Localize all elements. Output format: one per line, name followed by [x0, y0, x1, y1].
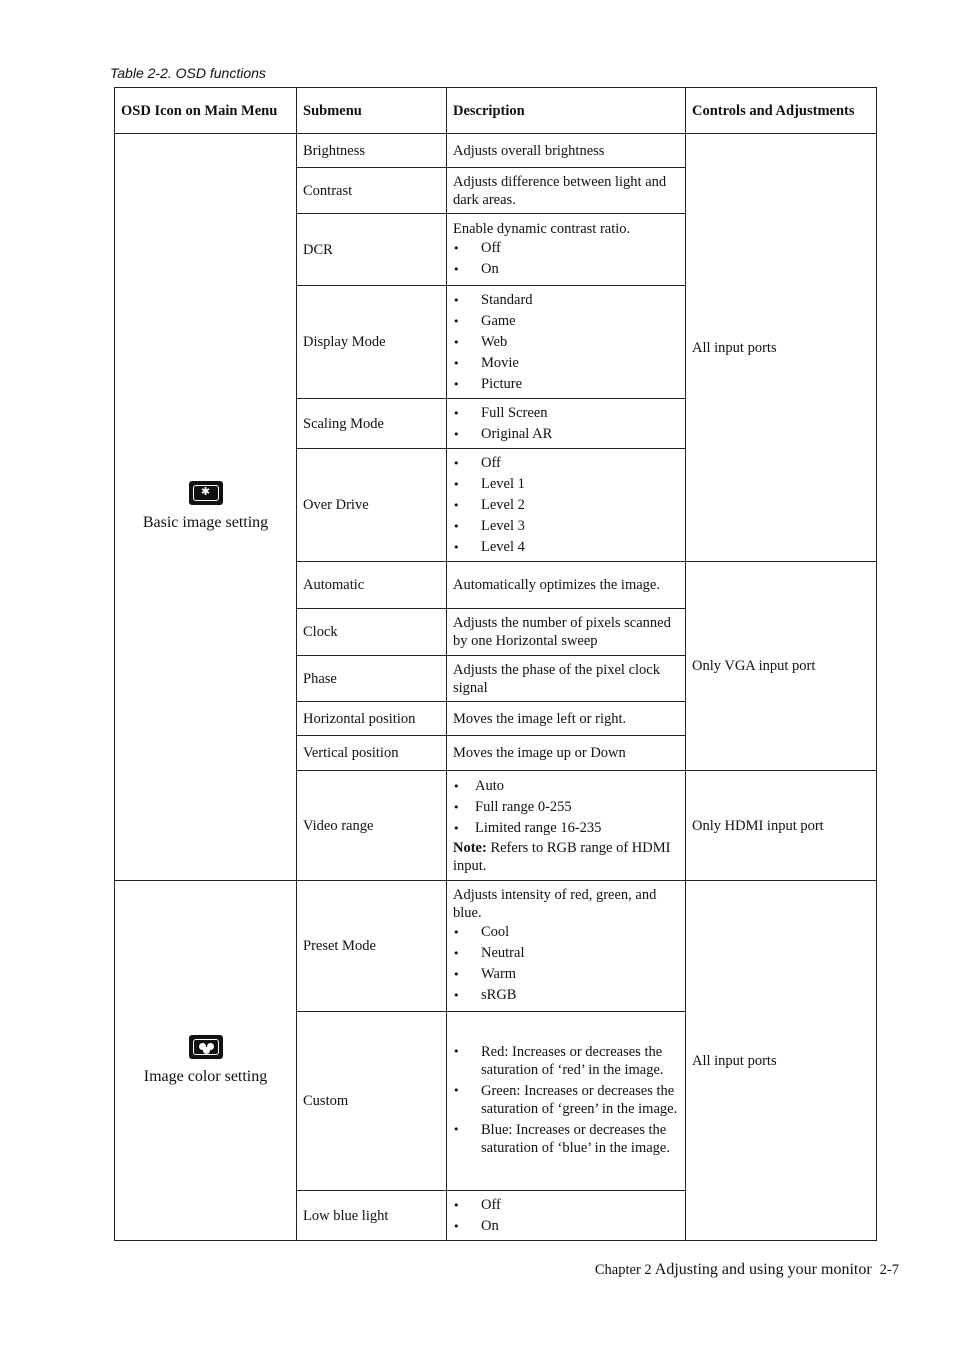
submenu-cell: Display Mode — [297, 286, 447, 399]
note-text — [453, 839, 679, 875]
group-image-color-setting — [115, 881, 297, 1241]
option-list — [453, 1195, 679, 1237]
note-label: Note: — [453, 840, 487, 856]
list-item: • Web — [453, 332, 679, 353]
controls-cell: Only HDMI input port — [686, 771, 877, 881]
description-cell: Adjusts the number of pixels scanned by one Horizontal sweep — [447, 609, 686, 656]
list-item: • Picture — [453, 374, 679, 395]
submenu-cell: Scaling Mode — [297, 399, 447, 449]
page-footer — [595, 1261, 899, 1279]
list-item: • Cool — [453, 922, 679, 943]
description-cell: Adjusts the phase of the pixel clock signal — [447, 656, 686, 702]
submenu-cell: Automatic — [297, 562, 447, 609]
list-item: • Full Screen — [453, 403, 679, 424]
submenu-cell: Over Drive — [297, 449, 447, 562]
list-item: • Off — [453, 238, 679, 259]
option-list — [453, 403, 679, 445]
table-row — [115, 881, 877, 1012]
list-item: • Level 4 — [453, 537, 679, 558]
list-item: • Limited range 16-235 — [453, 818, 679, 839]
submenu-cell: Video range — [297, 771, 447, 881]
footer-title: Adjusting and using your monitor — [651, 1261, 872, 1278]
description-cell — [447, 771, 686, 881]
header-osd-icon: OSD Icon on Main Menu — [115, 88, 297, 134]
submenu-cell: Phase — [297, 656, 447, 702]
list-item: • Game — [453, 311, 679, 332]
controls-cell: All input ports — [686, 881, 877, 1241]
list-item: • Green: Increases or decreases the saturation of ‘green’ in the image. — [453, 1082, 679, 1118]
option-list — [453, 1043, 679, 1157]
image-color-setting-icon — [189, 1035, 223, 1059]
description-text: Adjusts intensity of red, green, and blue. — [453, 887, 657, 921]
submenu-cell: Horizontal position — [297, 702, 447, 736]
list-item: • Warm — [453, 964, 679, 985]
note-body: Refers to RGB range of HDMI input. — [453, 840, 671, 874]
description-cell: Moves the image left or right. — [447, 702, 686, 736]
description-cell — [447, 449, 686, 562]
description-cell — [447, 881, 686, 1012]
description-cell: Automatically optimizes the image. — [447, 562, 686, 609]
submenu-cell: Vertical position — [297, 736, 447, 771]
submenu-cell: Low blue light — [297, 1191, 447, 1241]
controls-cell: All input ports — [686, 134, 877, 562]
submenu-cell: DCR — [297, 214, 447, 286]
header-description: Description — [447, 88, 686, 134]
submenu-cell: Custom — [297, 1012, 447, 1191]
list-item: • Original AR — [453, 424, 679, 445]
description-cell — [447, 286, 686, 399]
table-header-row — [115, 88, 877, 134]
option-list — [453, 922, 679, 1006]
controls-cell: Only VGA input port — [686, 562, 877, 771]
table-caption: Table 2-2. OSD functions — [110, 65, 266, 81]
list-item: • On — [453, 1216, 679, 1237]
group-label: Image color setting — [143, 1067, 268, 1085]
submenu-cell: Clock — [297, 609, 447, 656]
description-cell: Adjusts overall brightness — [447, 134, 686, 168]
list-item: • Off — [453, 453, 679, 474]
option-list — [453, 238, 679, 280]
list-item: • Level 3 — [453, 516, 679, 537]
list-item: • Level 1 — [453, 474, 679, 495]
description-cell — [447, 1012, 686, 1191]
list-item: • Full range 0-255 — [453, 797, 679, 818]
list-item: • Movie — [453, 353, 679, 374]
description-cell — [447, 399, 686, 449]
table-row — [115, 134, 877, 168]
description-cell — [447, 214, 686, 286]
list-item: • Red: Increases or decreases the saturation of ‘red’ in the image. — [453, 1043, 679, 1079]
group-label: Basic image setting — [142, 514, 269, 531]
list-item: • Blue: Increases or decreases the saturation of ‘blue’ in the image. — [453, 1121, 679, 1157]
list-item: • Auto — [453, 776, 679, 797]
header-controls: Controls and Adjustments — [686, 88, 877, 134]
description-cell: Adjusts difference between light and dark areas. — [447, 168, 686, 214]
group-basic-image-setting — [115, 134, 297, 881]
description-cell — [447, 1191, 686, 1241]
option-list — [453, 453, 679, 558]
header-submenu: Submenu — [297, 88, 447, 134]
osd-functions-table — [114, 87, 877, 1241]
list-item: • Neutral — [453, 943, 679, 964]
submenu-cell: Contrast — [297, 168, 447, 214]
list-item: • Standard — [453, 290, 679, 311]
footer-page-number: 2-7 — [879, 1262, 899, 1278]
submenu-cell: Brightness — [297, 134, 447, 168]
footer-chapter: Chapter 2 — [594, 1262, 652, 1278]
list-item: • On — [453, 259, 679, 280]
submenu-cell: Preset Mode — [297, 881, 447, 1012]
option-list — [453, 776, 679, 839]
list-item: • Level 2 — [453, 495, 679, 516]
description-text: Enable dynamic contrast ratio. — [453, 220, 631, 237]
description-cell: Moves the image up or Down — [447, 736, 686, 771]
option-list — [453, 290, 679, 395]
basic-image-setting-icon: ✱ — [189, 481, 223, 505]
list-item: • sRGB — [453, 985, 679, 1006]
list-item: • Off — [453, 1195, 679, 1216]
